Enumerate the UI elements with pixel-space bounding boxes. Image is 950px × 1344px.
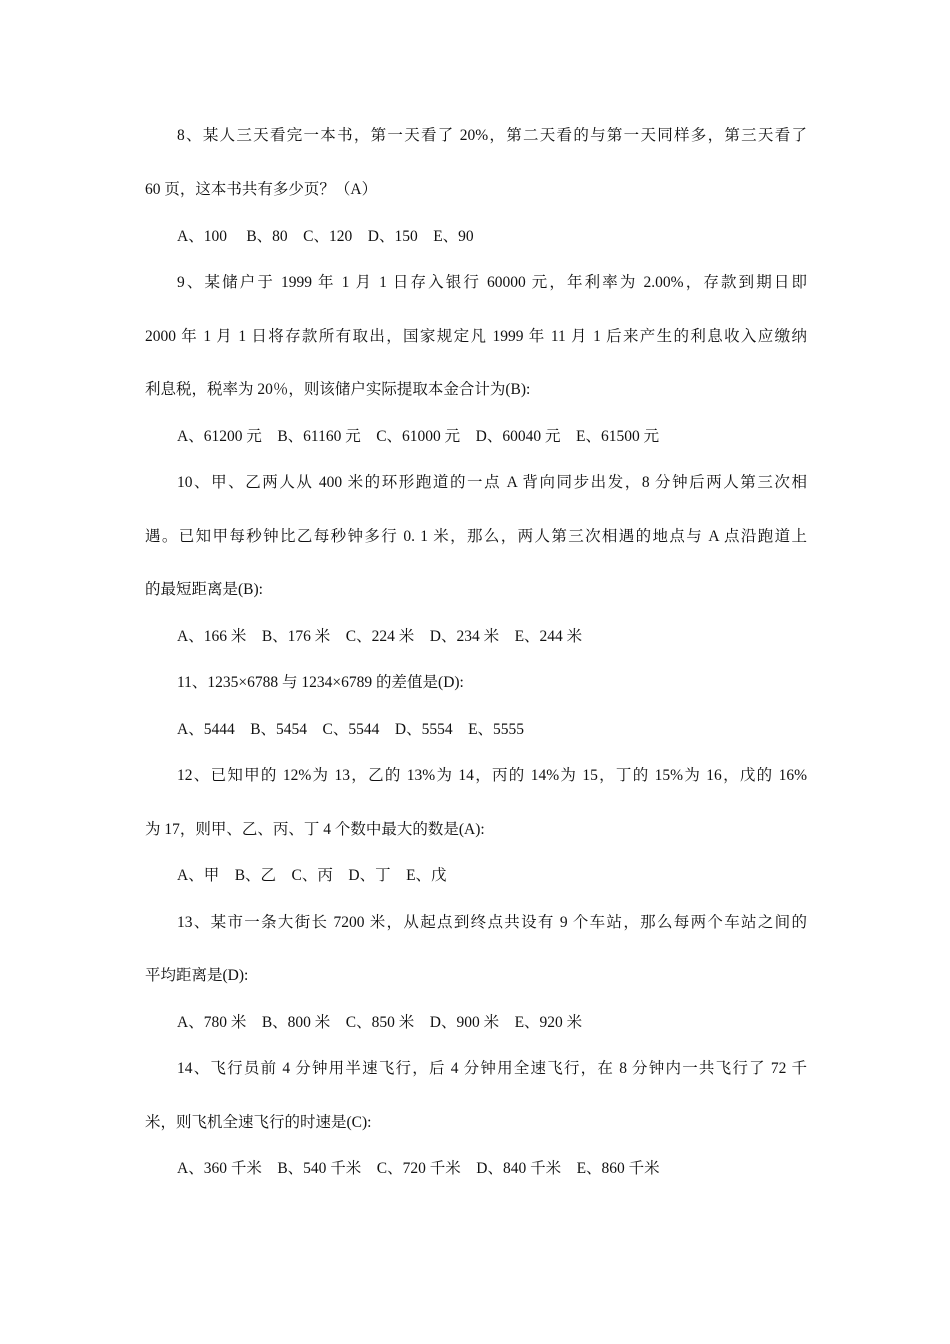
- question-8-line-1: 8、某人三天看完一本书，第一天看了 20%，第二天看的与第一天同样多，第三天看了: [177, 127, 807, 144]
- question-13-options: A、780 米 B、800 米 C、850 米 D、900 米 E、920 米: [177, 1014, 583, 1031]
- question-14-line-2: 米，则飞机全速飞行的时速是(C):: [145, 1114, 372, 1131]
- question-11-line-1: 11、1235×6788 与 1234×6789 的差值是(D):: [177, 674, 464, 691]
- question-14-line-1: 14、飞行员前 4 分钟用半速飞行，后 4 分钟用全速飞行，在 8 分钟内一共飞行了 72 千: [177, 1060, 807, 1077]
- question-13-line-2: 平均距离是(D):: [145, 967, 249, 984]
- question-10-line-1: 10、甲、乙两人从 400 米的环形跑道的一点 A 背向同步出发，8 分钟后两人第三次相: [177, 474, 807, 491]
- question-14-options: A、360 千米 B、540 千米 C、720 千米 D、840 千米 E、860 千米: [177, 1160, 660, 1177]
- question-8-line-2: 60 页，这本书共有多少页？（A）: [145, 181, 378, 198]
- question-12-options: A、甲 B、乙 C、丙 D、丁 E、戊: [177, 867, 447, 884]
- question-13-line-1: 13、某市一条大街长 7200 米，从起点到终点共设有 9 个车站，那么每两个车站之间的: [177, 914, 807, 931]
- question-8-options: A、100 B、80 C、120 D、150 E、90: [177, 228, 474, 245]
- question-10-line-3: 的最短距离是(B):: [145, 581, 263, 598]
- question-9-options: A、61200 元 B、61160 元 C、61000 元 D、60040 元 E、61500 元: [177, 428, 660, 445]
- question-12-line-2: 为 17，则甲、乙、丙、丁 4 个数中最大的数是(A):: [145, 821, 485, 838]
- question-9-line-2: 2000 年 1 月 1 日将存款所有取出，国家规定凡 1999 年 11 月 1 后来产生的利息收入应缴纳: [145, 328, 807, 345]
- question-10-options: A、166 米 B、176 米 C、224 米 D、234 米 E、244 米: [177, 628, 583, 645]
- question-11-options: A、5444 B、5454 C、5544 D、5554 E、5555: [177, 721, 525, 738]
- question-9-line-3: 利息税，税率为 20％，则该储户实际提取本金合计为(B):: [145, 381, 531, 398]
- question-12-line-1: 12、已知甲的 12%为 13，乙的 13%为 14，丙的 14%为 15，丁的 15%为 16，戊的 16%: [177, 767, 807, 784]
- question-9-line-1: 9、某储户于 1999 年 1 月 1 日存入银行 60000 元，年利率为 2.00%，存款到期日即: [177, 274, 807, 291]
- question-10-line-2: 遇。已知甲每秒钟比乙每秒钟多行 0. 1 米，那么，两人第三次相遇的地点与 A 点沿跑道上: [145, 528, 807, 545]
